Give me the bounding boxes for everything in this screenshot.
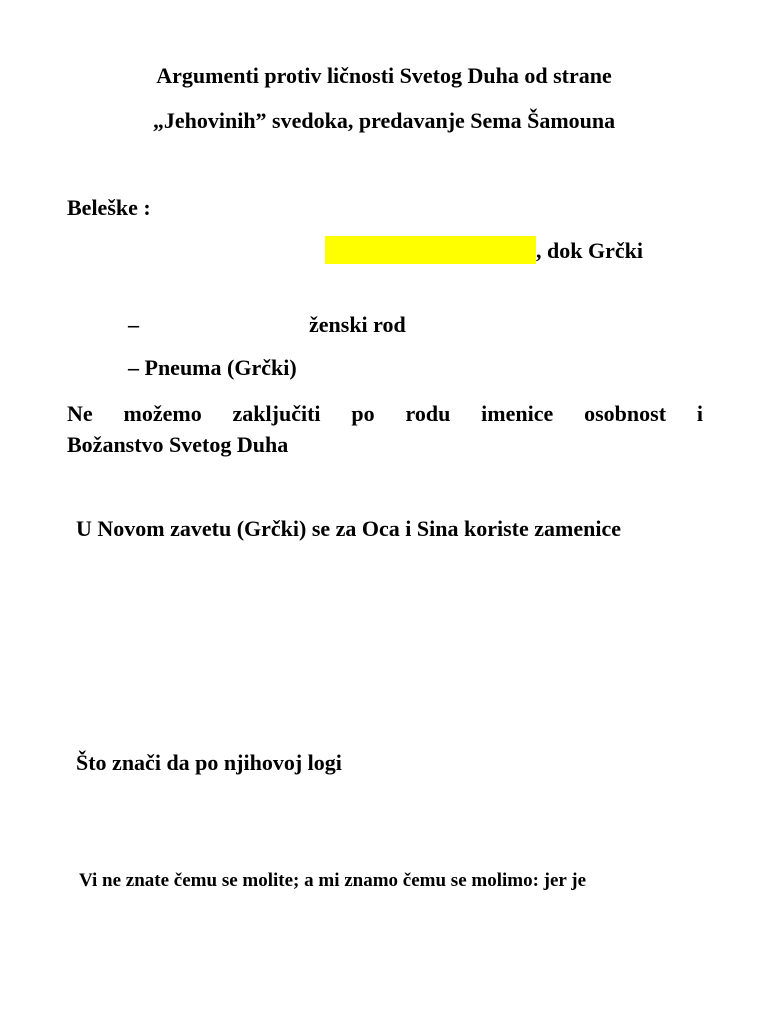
paragraph-line-2: Božanstvo Svetog Duha (67, 432, 289, 457)
vi-ne-znate-line: Vi ne znate čemu se molite; a mi znamo čemu se molimo: jer je (79, 870, 587, 891)
highlighted-redaction (325, 236, 536, 264)
dash-line-1-prefix: – (128, 312, 139, 337)
notes-heading: Beleške : (67, 195, 151, 220)
paragraph-line-1: Ne možemo zaključiti po rodu imenice osobnost i (67, 401, 703, 426)
dash-line-1-text: ženski rod (309, 312, 406, 337)
novom-zavetu-line: U Novom zavetu (Grčki) se za Oca i Sina koriste zamenice (76, 516, 621, 541)
paragraph (67, 398, 703, 460)
dash-line-2: – Pneuma (Grčki) (128, 355, 297, 380)
sto-znaci-line: Što znači da po njihovoj logi (76, 750, 342, 775)
document-title-line-2: „Jehovinih” svedoka, predavanje Sema Šamouna (152, 108, 616, 133)
after-highlight-text: , dok Grčki (536, 238, 643, 263)
document-title-line-1: Argumenti protiv ličnosti Svetog Duha od strane (156, 63, 612, 88)
